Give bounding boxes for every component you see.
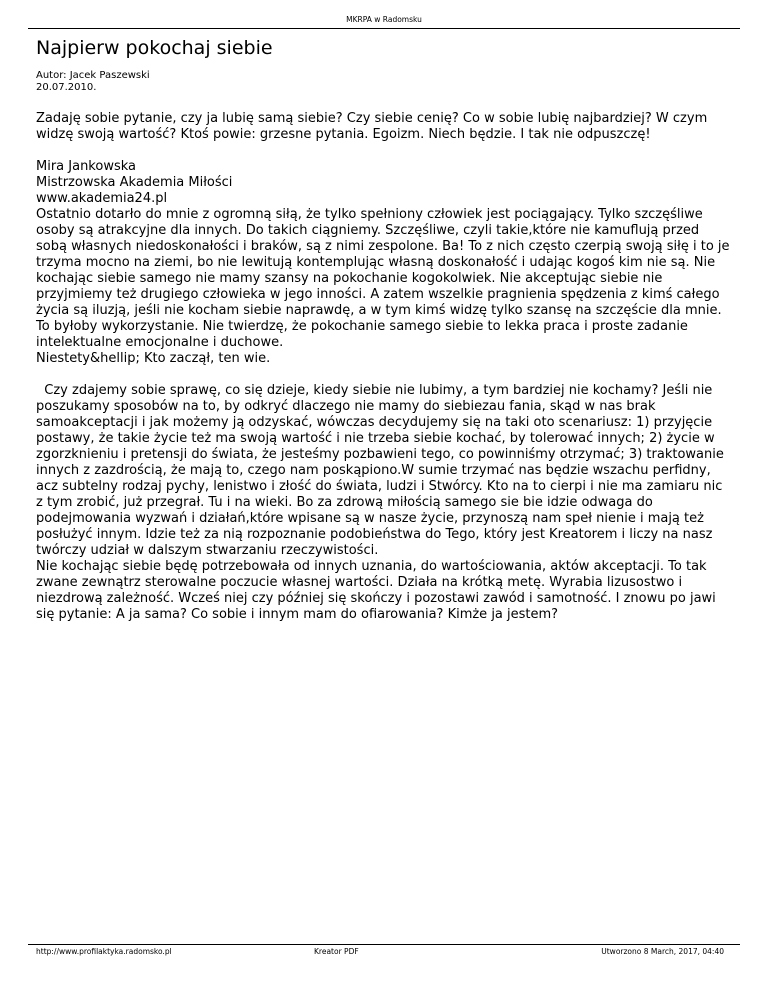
source-organization: Mistrzowska Akademia Miłości [36,175,233,190]
article-paragraph: Ostatnio dotarło do mnie z ogromną siłą, że tylko spełniony człowiek jest pociągający. Tylko szczęśliwe osoby są atrakcyjne dla innych. Do takich ciągniemy. Szczęśliwe, czyli takie,które nie kamuflują przed sobą własnych niedoskonałości i braków, są z nimi zespolone. Ba! To z nich często czerpią swoją siłę i to je trzyma mocno na ziemi, bo nie lewitują kontemplując własną doskonałość i udając kogoś kim nie są. Nie kochając siebie samego nie mamy szansy na pokochanie kogokolwiek. Nie akceptując siebie nie przyjmiemy też drugiego człowieka w jego inności. A zatem wszelkie pragnienia spędzenia z kimś całego życia są iluzją, jeśli nie kocham siebie naprawdę, a w tym kimś widzę tylko szansę na szczęście dla mnie. To byłoby wykorzystanie. Nie twierdzę, że pokochanie samego siebie to lekka praca i proste zadanie intelektualne emocjonalne i duchowe. [36,207,730,350]
article-author: Autor: Jacek Paszewski [36,70,150,81]
article-paragraph: Nie kochając siebie będę potrzebowała od innych uznania, do wartościowania, aktów akceptacji. To tak zwane zewnątrz sterowalne poczucie własnej wartości. Działa na krótką metę. Wyrabia lizusostwo i niezdrową zależność. Wcześ niej czy później się skończy i pozostawi zawód i samotność. I znowu po jawi się pytanie: A ja sama? Co sobie i innym mam do ofiarowania? Kimże ja jestem? [36,559,716,622]
source-name: Mira Jankowska [36,159,137,174]
article-intro: Zadaję sobie pytanie, czy ja lubię samą siebie? Czy siebie cenię? Co w sobie lubię najbardziej? W czym widzę swoją wartość? Ktoś powie: grzesne pytania. Egoizm. Niech będzie. I tak nie odpuszczę! [36,111,708,142]
article-paragraph: Czy zdajemy sobie sprawę, co się dzieje, kiedy siebie nie lubimy, a tym bardziej nie kochamy? Jeśli nie poszukamy sposobów na to, by odkryć dlaczego nie mamy do siebiezau fania, skąd w nas brak samoakceptacji i jak możemy ją odzyskać, wówczas decydujemy się na taki oto scenariusz: 1) przyjęcie postawy, że takie życie też ma swoją wartość i nie trzeba siebie kochać, by tolerować innych; 2) życie w zgorzknieniu i pretensji do świata, że jesteśmy pozbawieni tego, co powinniśmy otrzymać; 3) traktowanie innych z zazdrością, że mają to, czego nam poskąpiono.W sumie trzymać nas będzie wszachu perfidny, acz subtelny rodzaj pychy, lenistwo i złość do świata, ludzi i Stwórcy. Kto na to cierpi i nie ma zamiaru nic z tym zrobić, już przegrał. Tu i na wieki. Bo za zdrową miłością samego sie bie idzie odwaga do podejmowania wyzwań i działań,które wpisane są w nasze życie, przynoszą nam speł nienie i mają też posłużyć innym. Idzie też za nią rozpoznanie podobieństwa do Tego, który jest Kreatorem i liczy na nasz twórczy udział w dalszym stwarzaniu rzeczywistości. [36,383,737,558]
footer-site-url: http://www.profilaktyka.radomsko.pl [36,947,172,956]
header-site-name: MKRPA w Radomsku [346,15,422,24]
article-title: Najpierw pokochaj siebie [36,37,273,59]
page-header [28,14,740,29]
page-footer [28,944,740,959]
article-source-block [36,159,732,367]
footer-created-date: Utworzono 8 March, 2017, 04:40 [601,947,724,956]
footer-generator: Kreator PDF [314,947,359,956]
article-meta [36,70,732,94]
article-section [36,383,737,623]
article-date: 20.07.2010. [36,82,97,93]
article-content [36,32,737,623]
source-url: www.akademia24.pl [36,191,168,206]
article-paragraph-end: Niestety&hellip; Kto zaczął, ten wie. [36,351,271,366]
